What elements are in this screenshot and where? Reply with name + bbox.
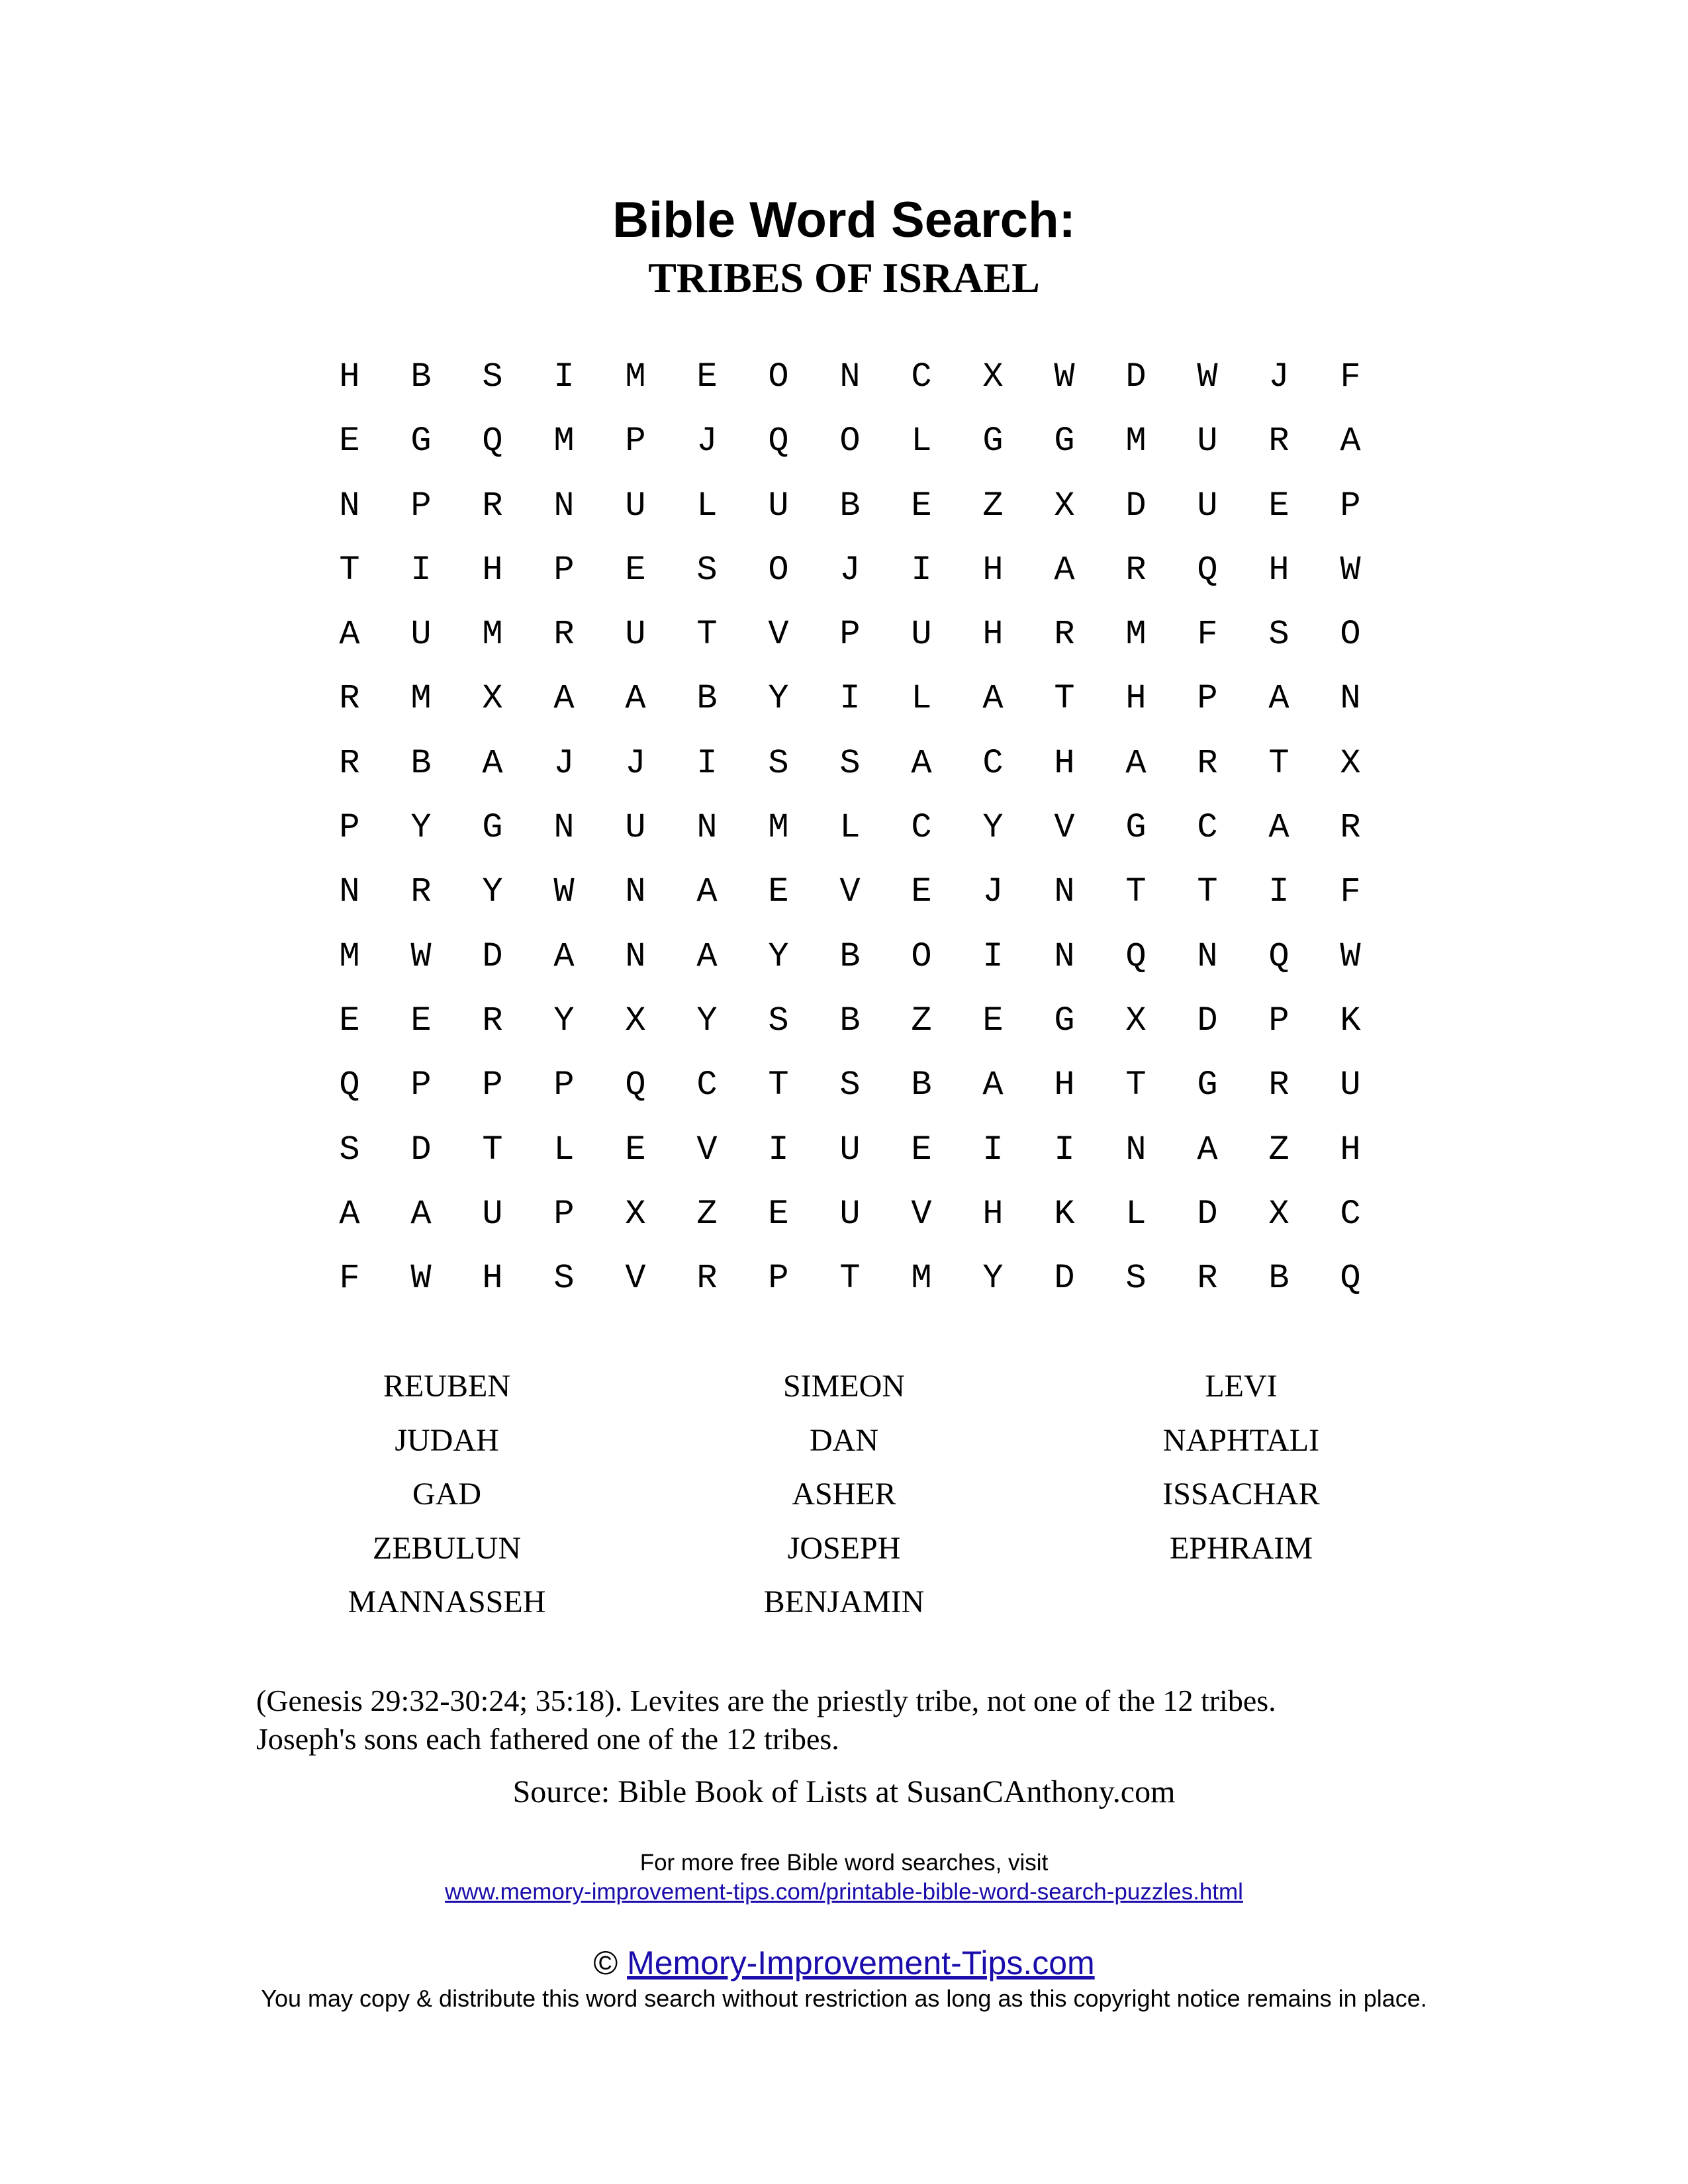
grid-letter: O [768,550,789,590]
grid-letter: I [768,1130,789,1169]
grid-letter: I [911,550,932,590]
grid-letter: T [1054,679,1075,719]
grid-letter: N [696,808,718,848]
grid-letter: N [839,357,861,396]
grid-letter: S [482,357,503,396]
grid-letter: E [339,1001,360,1040]
grid-letter: S [696,550,718,590]
grid-letter: H [1340,1130,1361,1169]
grid-letter: P [482,1066,503,1105]
grid-letter: P [410,486,432,525]
grid-letter: V [768,615,789,655]
grid-letter: J [982,872,1004,912]
grid-letter: H [982,615,1004,655]
grid-letter: E [625,550,646,590]
word-list-row [0,1525,1688,1580]
grid-letter: E [696,357,718,396]
grid-letter: X [625,1001,646,1040]
grid-letter: T [839,1259,861,1298]
grid-row [314,808,1386,872]
page-title: Bible Word Search: [612,192,1076,248]
grid-letter: H [1268,550,1289,590]
word-list-row [0,1471,1688,1525]
grid-letter: U [410,615,432,655]
grid-letter: X [1054,486,1075,525]
grid-letter: A [625,679,646,719]
grid-letter: N [1340,679,1361,719]
grid-letter: O [839,422,861,461]
copyright-line [0,1942,1688,1983]
more-searches-line [0,1878,1688,1907]
grid-row [314,1195,1386,1259]
grid-letter: O [768,357,789,396]
grid-letter: P [339,808,360,848]
grid-letter: Z [1268,1130,1289,1169]
grid-letter: V [625,1259,646,1298]
grid-letter: R [1197,743,1218,783]
grid-letter: D [1125,486,1147,525]
grid-row [314,937,1386,1001]
grid-letter: L [696,486,718,525]
grid-letter: E [768,872,789,912]
grid-letter: W [1340,936,1361,976]
grid-letter: U [1197,422,1218,461]
grid-letter: D [1054,1259,1075,1298]
grid-letter: L [553,1130,575,1169]
word-list-item: GAD [412,1477,481,1512]
grid-letter: Y [768,936,789,976]
grid-letter: V [1054,808,1075,848]
grid-letter: F [1197,615,1218,655]
word-list [0,1363,1688,1633]
grid-letter: T [1268,743,1289,783]
grid-letter: N [553,486,575,525]
grid-letter: U [768,486,789,525]
grid-letter: V [911,1194,932,1234]
grid-letter: C [911,357,932,396]
grid-letter: A [339,615,360,655]
grid-letter: A [1125,743,1147,783]
grid-letter: P [410,1066,432,1105]
grid-letter: N [1197,936,1218,976]
grid-letter: J [839,550,861,590]
grid-letter: E [1268,486,1289,525]
grid-row [314,615,1386,679]
grid-letter: P [768,1259,789,1298]
grid-letter: A [1054,550,1075,590]
grid-letter: U [911,615,932,655]
note-line-1: (Genesis 29:32-30:24; 35:18). Levites are the priestly tribe, not one of the 12 tribes. [256,1684,1276,1717]
grid-letter: S [1125,1259,1147,1298]
grid-row [314,1130,1386,1195]
grid-letter: X [625,1194,646,1234]
more-searches-text: For more free Bible word searches, visit [639,1850,1049,1876]
grid-letter: F [1340,357,1361,396]
grid-letter: Q [1125,936,1147,976]
grid-letter: M [911,1259,932,1298]
grid-letter: A [1340,422,1361,461]
grid-letter: S [553,1259,575,1298]
word-search-grid [314,357,1386,1323]
grid-letter: D [1125,357,1147,396]
grid-letter: C [1340,1194,1361,1234]
grid-letter: S [839,1066,861,1105]
grid-letter: R [696,1259,718,1298]
grid-letter: S [339,1130,360,1169]
grid-letter: Q [625,1066,646,1105]
grid-letter: Z [911,1001,932,1040]
grid-letter: H [482,1259,503,1298]
grid-letter: I [982,936,1004,976]
word-list-row [0,1363,1688,1418]
grid-letter: S [1268,615,1289,655]
grid-letter: Q [768,422,789,461]
grid-letter: J [1268,357,1289,396]
grid-letter: M [1125,422,1147,461]
grid-letter: H [482,550,503,590]
grid-letter: J [625,743,646,783]
grid-letter: H [339,357,360,396]
copyright-link[interactable]: Memory-Improvement-Tips.com [627,1944,1095,1981]
word-list-item: EPHRAIM [1169,1530,1313,1566]
grid-letter: L [1125,1194,1147,1234]
grid-letter: U [839,1130,861,1169]
grid-row [314,872,1386,936]
word-list-item: LEVI [1205,1369,1278,1404]
grid-letter: E [911,1130,932,1169]
grid-letter: R [410,872,432,912]
grid-letter: G [1125,808,1147,848]
copyright-symbol: © [593,1944,618,1981]
grid-letter: E [911,872,932,912]
grid-letter: H [982,1194,1004,1234]
grid-letter: H [1125,679,1147,719]
grid-row [314,551,1386,615]
grid-letter: N [1054,936,1075,976]
grid-row [314,679,1386,743]
grid-letter: P [553,550,575,590]
grid-letter: E [410,1001,432,1040]
grid-letter: P [553,1066,575,1105]
grid-letter: E [768,1194,789,1234]
grid-letter: A [482,743,503,783]
grid-letter: B [839,486,861,525]
grid-letter: I [553,357,575,396]
grid-letter: I [839,679,861,719]
grid-letter: A [1268,808,1289,848]
grid-letter: S [768,743,789,783]
word-list-item: DAN [810,1422,878,1458]
grid-letter: R [482,1001,503,1040]
grid-letter: B [410,743,432,783]
source-text: Source: Bible Book of Lists at SusanCAnthony.com [512,1774,1176,1809]
grid-letter: F [1340,872,1361,912]
grid-letter: E [911,486,932,525]
grid-letter: B [839,936,861,976]
grid-letter: P [1340,486,1361,525]
grid-letter: A [553,936,575,976]
grid-letter: U [625,615,646,655]
grid-letter: O [1340,615,1361,655]
grid-letter: V [696,1130,718,1169]
grid-letter: H [1054,743,1075,783]
grid-letter: L [911,679,932,719]
grid-letter: R [339,679,360,719]
grid-letter: G [482,808,503,848]
grid-letter: K [1054,1194,1075,1234]
grid-letter: C [1197,808,1218,848]
grid-letter: W [1054,357,1075,396]
grid-letter: P [625,422,646,461]
grid-letter: Y [768,679,789,719]
grid-letter: N [553,808,575,848]
grid-letter: W [1340,550,1361,590]
grid-letter: E [625,1130,646,1169]
word-list-item: ASHER [792,1477,896,1512]
grid-letter: W [410,936,432,976]
grid-letter: B [1268,1259,1289,1298]
grid-letter: S [768,1001,789,1040]
grid-letter: J [553,743,575,783]
more-searches-link[interactable]: www.memory-improvement-tips.com/printable-bible-word-search-puzzles.html [445,1879,1243,1905]
grid-letter: O [911,936,932,976]
grid-letter: Z [696,1194,718,1234]
grid-letter: D [1197,1194,1218,1234]
grid-letter: J [696,422,718,461]
grid-row [314,422,1386,486]
grid-letter: M [410,679,432,719]
grid-letter: R [1268,1066,1289,1105]
grid-letter: Q [1340,1259,1361,1298]
grid-letter: C [982,743,1004,783]
grid-letter: Y [982,1259,1004,1298]
grid-letter: P [553,1194,575,1234]
grid-letter: B [696,679,718,719]
grid-letter: I [982,1130,1004,1169]
grid-letter: W [1197,357,1218,396]
grid-letter: A [339,1194,360,1234]
grid-letter: E [339,422,360,461]
grid-letter: T [1197,872,1218,912]
grid-letter: U [625,808,646,848]
grid-letter: M [1125,615,1147,655]
grid-letter: G [1054,1001,1075,1040]
grid-letter: G [982,422,1004,461]
grid-letter: I [1268,872,1289,912]
grid-row [314,357,1386,422]
grid-letter: A [696,872,718,912]
grid-letter: B [911,1066,932,1105]
grid-letter: N [1054,872,1075,912]
grid-letter: V [839,872,861,912]
grid-letter: A [553,679,575,719]
grid-letter: A [696,936,718,976]
grid-letter: W [553,872,575,912]
grid-letter: X [1125,1001,1147,1040]
grid-letter: X [982,357,1004,396]
grid-letter: H [982,550,1004,590]
grid-row [314,744,1386,808]
grid-letter: M [482,615,503,655]
grid-letter: Y [482,872,503,912]
grid-letter: A [1197,1130,1218,1169]
grid-letter: N [625,936,646,976]
grid-letter: Q [482,422,503,461]
word-list-item: BENJAMIN [763,1584,925,1619]
grid-letter: N [1125,1130,1147,1169]
grid-letter: X [482,679,503,719]
grid-letter: R [1268,422,1289,461]
grid-letter: U [1197,486,1218,525]
word-list-item: JUDAH [395,1422,499,1458]
grid-letter: R [1054,615,1075,655]
grid-letter: K [1340,1001,1361,1040]
grid-letter: I [1054,1130,1075,1169]
word-list-row [0,1579,1688,1633]
grid-letter: C [696,1066,718,1105]
grid-row [314,1066,1386,1130]
grid-letter: L [839,808,861,848]
grid-letter: W [410,1259,432,1298]
grid-letter: U [625,486,646,525]
grid-letter: T [1125,872,1147,912]
grid-letter: T [339,550,360,590]
grid-letter: E [982,1001,1004,1040]
grid-letter: B [410,357,432,396]
grid-letter: T [1125,1066,1147,1105]
grid-letter: T [696,615,718,655]
grid-letter: R [1197,1259,1218,1298]
grid-letter: I [696,743,718,783]
grid-letter: D [482,936,503,976]
grid-letter: Q [1268,936,1289,976]
grid-letter: N [339,486,360,525]
grid-letter: Y [982,808,1004,848]
page-subtitle: TRIBES OF ISRAEL [648,254,1040,301]
word-list-item: MANNASSEH [348,1584,546,1619]
word-list-row [0,1418,1688,1472]
grid-letter: P [839,615,861,655]
grid-letter: S [839,743,861,783]
grid-letter: L [911,422,932,461]
word-list-item: SIMEON [782,1369,905,1404]
copyright-notice: You may copy & distribute this word search without restriction as long as this copyright notice remains in place. [261,1985,1427,2012]
grid-letter: R [1340,808,1361,848]
grid-letter: A [410,1194,432,1234]
grid-letter: H [1054,1066,1075,1105]
grid-row [314,1001,1386,1066]
grid-letter: N [625,872,646,912]
grid-letter: R [339,743,360,783]
grid-letter: M [625,357,646,396]
grid-letter: A [1268,679,1289,719]
grid-letter: G [1197,1066,1218,1105]
grid-letter: M [768,808,789,848]
grid-letter: X [1340,743,1361,783]
word-list-item: NAPHTALI [1162,1422,1320,1458]
note-line-2: Joseph's sons each fathered one of the 12 tribes. [256,1722,839,1756]
grid-letter: T [482,1130,503,1169]
grid-letter: A [911,743,932,783]
grid-letter: C [911,808,932,848]
grid-letter: D [1197,1001,1218,1040]
grid-letter: Q [1197,550,1218,590]
grid-letter: M [553,422,575,461]
grid-letter: T [768,1066,789,1105]
grid-letter: Q [339,1066,360,1105]
grid-letter: U [1340,1066,1361,1105]
grid-letter: Y [696,1001,718,1040]
grid-row [314,486,1386,551]
grid-letter: A [982,679,1004,719]
grid-letter: Y [410,808,432,848]
grid-letter: B [839,1001,861,1040]
grid-letter: R [1125,550,1147,590]
word-list-item: ZEBULUN [373,1530,521,1566]
grid-letter: I [410,550,432,590]
grid-letter: G [1054,422,1075,461]
grid-letter: A [982,1066,1004,1105]
grid-letter: R [482,486,503,525]
grid-letter: P [1268,1001,1289,1040]
grid-letter: F [339,1259,360,1298]
grid-letter: U [482,1194,503,1234]
grid-letter: X [1268,1194,1289,1234]
word-list-item: REUBEN [383,1369,510,1404]
grid-letter: M [339,936,360,976]
grid-row [314,1259,1386,1323]
grid-letter: U [839,1194,861,1234]
grid-letter: Y [553,1001,575,1040]
grid-letter: G [410,422,432,461]
word-list-item: JOSEPH [787,1530,901,1566]
word-list-item: ISSACHAR [1162,1477,1320,1512]
grid-letter: R [553,615,575,655]
grid-letter: N [339,872,360,912]
grid-letter: Z [982,486,1004,525]
note-text [256,1682,1514,1758]
grid-letter: D [410,1130,432,1169]
grid-letter: P [1197,679,1218,719]
